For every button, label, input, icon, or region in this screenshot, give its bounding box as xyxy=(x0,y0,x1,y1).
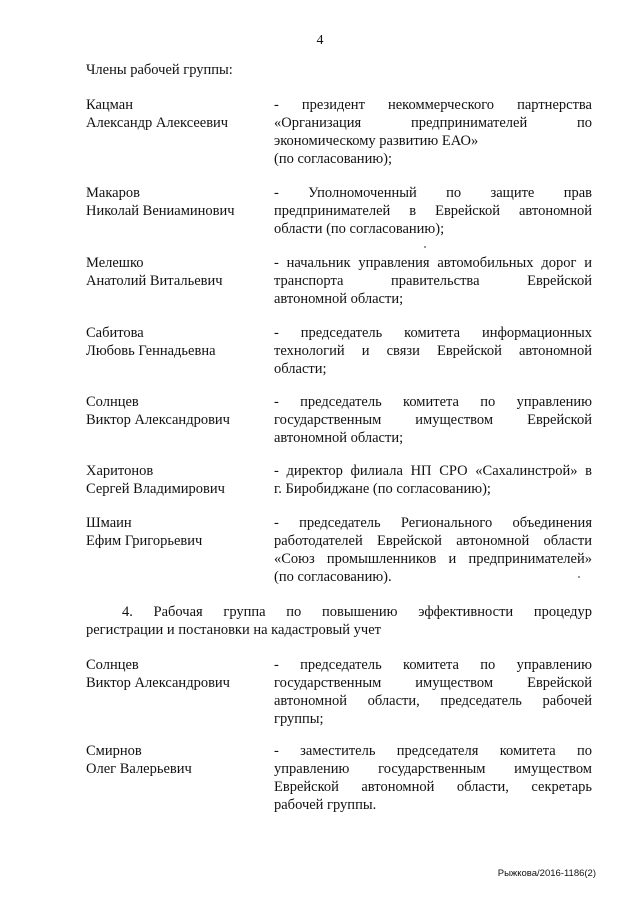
position-line: управлению государственным имуществом xyxy=(274,761,592,777)
section-heading-line: регистрации и постановки на кадастровый учет xyxy=(86,622,381,638)
scan-speck xyxy=(578,576,580,578)
member-position xyxy=(274,514,592,586)
position-line: - заместитель председателя комитета по xyxy=(274,743,592,759)
position-line: г. Биробиджане (по согласованию); xyxy=(274,481,491,497)
member-position xyxy=(274,96,592,168)
position-line: области (по согласованию); xyxy=(274,221,445,237)
section-heading-line: 4. Рабочая группа по повышению эффективности процедур xyxy=(122,604,592,620)
group-label: Члены рабочей группы: xyxy=(86,62,233,78)
member-given-names: Виктор Александрович xyxy=(86,412,230,428)
section-heading xyxy=(86,603,592,639)
position-line: экономическому развитию ЕАО» xyxy=(274,133,479,149)
member-position xyxy=(274,254,592,308)
position-line: технологий и связи Еврейской автономной xyxy=(274,343,592,359)
member-position xyxy=(274,656,592,728)
member-given-names: Олег Валерьевич xyxy=(86,761,192,777)
member-surname: Шмаин xyxy=(86,515,132,531)
position-line: предпринимателей в Еврейской автономной xyxy=(274,203,592,219)
member-position xyxy=(274,462,592,498)
member-surname: Сабитова xyxy=(86,325,144,341)
member-name xyxy=(86,254,261,290)
member-surname: Макаров xyxy=(86,185,140,201)
member-position xyxy=(274,742,592,814)
position-line: - председатель комитета информационных xyxy=(274,325,592,341)
member-name xyxy=(86,742,261,778)
footer-reference: Рыжкова/2016-1186(2) xyxy=(497,868,596,879)
member-given-names: Ефим Григорьевич xyxy=(86,533,203,549)
member-position xyxy=(274,184,592,238)
position-line: рабочей группы. xyxy=(274,797,377,813)
member-position xyxy=(274,393,592,447)
page-number: 4 xyxy=(316,33,324,48)
member-name xyxy=(86,514,261,550)
position-line: транспорта правительства Еврейской xyxy=(274,273,592,289)
position-line: области; xyxy=(274,361,327,377)
position-line: «Организация предпринимателей по xyxy=(274,115,592,131)
member-surname: Мелешко xyxy=(86,255,144,271)
member-surname: Харитонов xyxy=(86,463,154,479)
scan-speck xyxy=(424,246,426,248)
member-name xyxy=(86,324,261,360)
position-line: - председатель комитета по управлению xyxy=(274,657,592,673)
position-line: - председатель Регионального объединения xyxy=(274,515,592,531)
position-line: работодателей Еврейской автономной области xyxy=(274,533,592,549)
position-line: государственным имуществом Еврейской xyxy=(274,675,592,691)
member-position xyxy=(274,324,592,378)
position-line: автономной области; xyxy=(274,291,404,307)
member-surname: Смирнов xyxy=(86,743,142,759)
member-name xyxy=(86,393,261,429)
member-name xyxy=(86,462,261,498)
member-given-names: Александр Алексеевич xyxy=(86,115,229,131)
position-line: - Уполномоченный по защите прав xyxy=(274,185,592,201)
position-line: «Союз промышленников и предпринимателей» xyxy=(274,551,592,567)
member-name xyxy=(86,184,261,220)
position-line: государственным имуществом Еврейской xyxy=(274,412,592,428)
member-name xyxy=(86,656,261,692)
member-surname: Кацман xyxy=(86,97,133,113)
position-line: группы; xyxy=(274,711,324,727)
position-line: автономной области, председатель рабочей xyxy=(274,693,592,709)
position-line: - начальник управления автомобильных дорог и xyxy=(274,255,592,271)
position-line: (по согласованию). xyxy=(274,569,392,585)
member-given-names: Сергей Владимирович xyxy=(86,481,225,497)
position-line: Еврейской автономной области, секретарь xyxy=(274,779,592,795)
member-given-names: Николай Вениаминович xyxy=(86,203,235,219)
member-surname: Солнцев xyxy=(86,657,139,673)
position-line: - председатель комитета по управлению xyxy=(274,394,592,410)
member-given-names: Виктор Александрович xyxy=(86,675,230,691)
member-name xyxy=(86,96,261,132)
position-line: - президент некоммерческого партнерства xyxy=(274,97,592,113)
position-line: автономной области; xyxy=(274,430,404,446)
member-surname: Солнцев xyxy=(86,394,139,410)
position-line: (по согласованию); xyxy=(274,151,393,167)
member-given-names: Любовь Геннадьевна xyxy=(86,343,216,359)
member-given-names: Анатолий Витальевич xyxy=(86,273,223,289)
position-line: - директор филиала НП СРО «Сахалинстрой» в xyxy=(274,463,592,479)
